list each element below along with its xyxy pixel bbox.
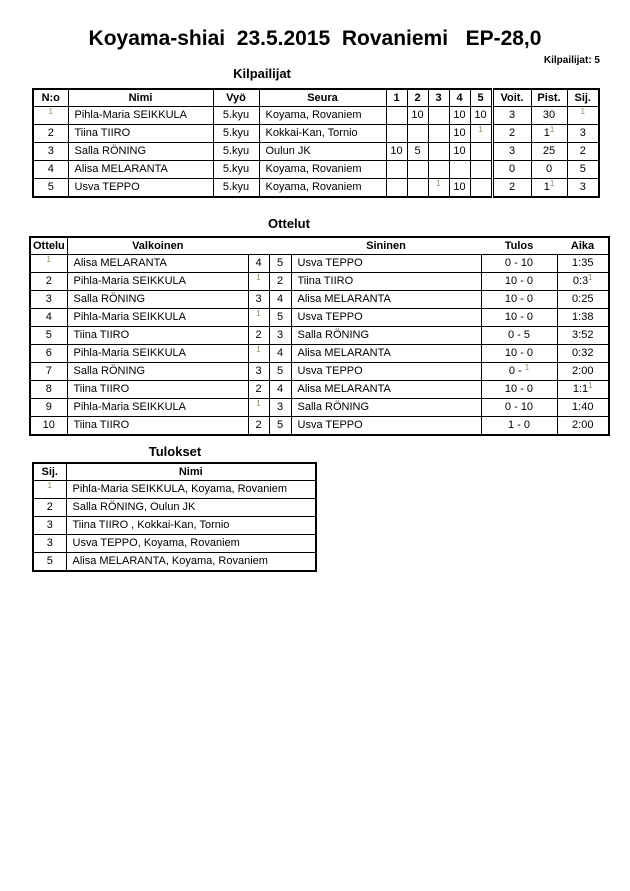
score-cell bbox=[386, 179, 407, 198]
result-cell: 10 - 0 bbox=[481, 273, 557, 291]
score-cell bbox=[470, 179, 492, 198]
result-cell: 10 - 0 bbox=[481, 291, 557, 309]
col-white-number bbox=[248, 237, 269, 255]
score-cell: 10 bbox=[449, 179, 470, 198]
blue-name-cell: Usva TEPPO bbox=[291, 417, 481, 436]
white-number-cell: 1 bbox=[248, 399, 269, 417]
blue-name-cell: Usva TEPPO bbox=[291, 255, 481, 273]
wins-cell: 2 bbox=[492, 179, 531, 198]
table-row bbox=[30, 399, 609, 417]
col-place: Sij. bbox=[567, 89, 599, 107]
white-name-cell: Tiina TIIRO bbox=[67, 381, 248, 399]
table-row bbox=[33, 553, 316, 572]
col-round-2: 2 bbox=[407, 89, 428, 107]
results-table bbox=[32, 462, 317, 572]
name-cell: Salla RÖNING, Oulun JK bbox=[66, 499, 316, 517]
matches-heading: Ottelut bbox=[268, 216, 310, 231]
name-cell: Salla RÖNING bbox=[68, 143, 213, 161]
page-title: Koyama-shiai 23.5.2015 Rovaniemi EP-28,0 bbox=[88, 27, 542, 50]
time-cell: 1:35 bbox=[557, 255, 609, 273]
belt-cell: 5.kyu bbox=[213, 161, 259, 179]
white-number-cell: 4 bbox=[248, 255, 269, 273]
club-cell: Koyama, Rovaniem bbox=[259, 107, 386, 125]
wins-cell: 2 bbox=[492, 125, 531, 143]
table-row bbox=[33, 143, 599, 161]
name-cell: Tiina TIIRO , Kokkai-Kan, Tornio bbox=[66, 517, 316, 535]
match-no-cell: 4 bbox=[30, 309, 67, 327]
score-cell bbox=[428, 161, 449, 179]
blue-name-cell: Salla RÖNING bbox=[291, 327, 481, 345]
table-row bbox=[30, 327, 609, 345]
place-cell: 3 bbox=[567, 125, 599, 143]
score-cell: 10 bbox=[407, 107, 428, 125]
col-club: Seura bbox=[259, 89, 386, 107]
white-name-cell: Tiina TIIRO bbox=[67, 327, 248, 345]
white-name-cell: Pihla-Maria SEIKKULA bbox=[67, 399, 248, 417]
table-row bbox=[33, 161, 599, 179]
col-round-1: 1 bbox=[386, 89, 407, 107]
no-cell: 3 bbox=[33, 143, 68, 161]
score-cell bbox=[428, 107, 449, 125]
blue-name-cell: Tiina TIIRO bbox=[291, 273, 481, 291]
score-cell bbox=[428, 125, 449, 143]
table-row bbox=[30, 345, 609, 363]
blue-name-cell: Usva TEPPO bbox=[291, 309, 481, 327]
points-cell: 30 bbox=[531, 107, 567, 125]
place-cell: 1 bbox=[567, 107, 599, 125]
time-cell: 1:11 bbox=[557, 381, 609, 399]
result-cell: 0 - 10 bbox=[481, 255, 557, 273]
place-cell: 2 bbox=[33, 499, 66, 517]
wins-cell: 3 bbox=[492, 143, 531, 161]
table-row bbox=[30, 291, 609, 309]
result-cell: 0 - 1 bbox=[481, 363, 557, 381]
name-cell: Alisa MELARANTA, Koyama, Rovaniem bbox=[66, 553, 316, 572]
white-name-cell: Alisa MELARANTA bbox=[67, 255, 248, 273]
col-blue-number bbox=[269, 237, 291, 255]
place-cell: 3 bbox=[567, 179, 599, 198]
col-belt: Vyö bbox=[213, 89, 259, 107]
match-no-cell: 2 bbox=[30, 273, 67, 291]
col-name: Nimi bbox=[68, 89, 213, 107]
blue-number-cell: 3 bbox=[269, 327, 291, 345]
white-number-cell: 3 bbox=[248, 363, 269, 381]
score-cell bbox=[407, 179, 428, 198]
blue-name-cell: Alisa MELARANTA bbox=[291, 291, 481, 309]
blue-name-cell: Salla RÖNING bbox=[291, 399, 481, 417]
white-number-cell: 1 bbox=[248, 309, 269, 327]
white-name-cell: Pihla-Maria SEIKKULA bbox=[67, 345, 248, 363]
match-no-cell: 7 bbox=[30, 363, 67, 381]
table-row bbox=[30, 363, 609, 381]
white-name-cell: Salla RÖNING bbox=[67, 363, 248, 381]
time-cell: 2:00 bbox=[557, 363, 609, 381]
result-cell: 0 - 10 bbox=[481, 399, 557, 417]
result-cell: 10 - 0 bbox=[481, 381, 557, 399]
col-round-3: 3 bbox=[428, 89, 449, 107]
score-cell: 10 bbox=[386, 143, 407, 161]
score-cell: 10 bbox=[449, 125, 470, 143]
match-no-cell: 1 bbox=[30, 255, 67, 273]
score-cell bbox=[407, 125, 428, 143]
score-cell bbox=[470, 143, 492, 161]
white-number-cell: 2 bbox=[248, 327, 269, 345]
result-cell: 0 - 5 bbox=[481, 327, 557, 345]
col-blue: Sininen bbox=[291, 237, 481, 255]
col-points: Pist. bbox=[531, 89, 567, 107]
points-cell: 0 bbox=[531, 161, 567, 179]
name-cell: Usva TEPPO bbox=[68, 179, 213, 198]
name-cell: Tiina TIIRO bbox=[68, 125, 213, 143]
time-cell: 1:40 bbox=[557, 399, 609, 417]
white-number-cell: 3 bbox=[248, 291, 269, 309]
match-no-cell: 9 bbox=[30, 399, 67, 417]
blue-number-cell: 5 bbox=[269, 363, 291, 381]
place-cell: 2 bbox=[567, 143, 599, 161]
blue-number-cell: 3 bbox=[269, 399, 291, 417]
points-cell: 11 bbox=[531, 179, 567, 198]
name-cell: Pihla-Maria SEIKKULA bbox=[68, 107, 213, 125]
table-row bbox=[30, 255, 609, 273]
table-row bbox=[30, 309, 609, 327]
blue-name-cell: Alisa MELARANTA bbox=[291, 345, 481, 363]
col-match-no: Ottelu bbox=[30, 237, 67, 255]
match-no-cell: 8 bbox=[30, 381, 67, 399]
score-cell bbox=[470, 161, 492, 179]
score-cell: 10 bbox=[449, 107, 470, 125]
match-no-cell: 10 bbox=[30, 417, 67, 436]
score-cell bbox=[407, 161, 428, 179]
table-header-row bbox=[33, 89, 599, 107]
col-result: Tulos bbox=[481, 237, 557, 255]
name-cell: Usva TEPPO, Koyama, Rovaniem bbox=[66, 535, 316, 553]
place-cell: 3 bbox=[33, 535, 66, 553]
time-cell: 0:32 bbox=[557, 345, 609, 363]
table-row bbox=[30, 273, 609, 291]
matches-table bbox=[29, 236, 610, 436]
score-cell: 1 bbox=[428, 179, 449, 198]
table-row bbox=[33, 481, 316, 499]
score-cell: 10 bbox=[449, 143, 470, 161]
white-number-cell: 1 bbox=[248, 273, 269, 291]
blue-number-cell: 5 bbox=[269, 255, 291, 273]
white-name-cell: Tiina TIIRO bbox=[67, 417, 248, 436]
match-no-cell: 5 bbox=[30, 327, 67, 345]
place-cell: 3 bbox=[33, 517, 66, 535]
blue-number-cell: 4 bbox=[269, 345, 291, 363]
name-cell: Alisa MELARANTA bbox=[68, 161, 213, 179]
blue-number-cell: 4 bbox=[269, 291, 291, 309]
points-cell: 25 bbox=[531, 143, 567, 161]
belt-cell: 5.kyu bbox=[213, 143, 259, 161]
col-place: Sij. bbox=[33, 463, 66, 481]
club-cell: Koyama, Rovaniem bbox=[259, 161, 386, 179]
no-cell: 1 bbox=[33, 107, 68, 125]
belt-cell: 5.kyu bbox=[213, 107, 259, 125]
blue-number-cell: 5 bbox=[269, 417, 291, 436]
blue-number-cell: 2 bbox=[269, 273, 291, 291]
white-number-cell: 2 bbox=[248, 381, 269, 399]
place-cell: 5 bbox=[33, 553, 66, 572]
place-cell: 1 bbox=[33, 481, 66, 499]
time-cell: 0:31 bbox=[557, 273, 609, 291]
results-heading: Tulokset bbox=[148, 444, 202, 459]
match-no-cell: 6 bbox=[30, 345, 67, 363]
result-cell: 1 - 0 bbox=[481, 417, 557, 436]
white-number-cell: 1 bbox=[248, 345, 269, 363]
col-number: N:o bbox=[33, 89, 68, 107]
col-wins: Voit. bbox=[492, 89, 531, 107]
club-cell: Oulun JK bbox=[259, 143, 386, 161]
score-cell: 5 bbox=[407, 143, 428, 161]
blue-name-cell: Alisa MELARANTA bbox=[291, 381, 481, 399]
points-cell: 11 bbox=[531, 125, 567, 143]
table-row bbox=[33, 535, 316, 553]
white-name-cell: Pihla-Maria SEIKKULA bbox=[67, 273, 248, 291]
wins-cell: 3 bbox=[492, 107, 531, 125]
blue-name-cell: Usva TEPPO bbox=[291, 363, 481, 381]
name-cell: Pihla-Maria SEIKKULA, Koyama, Rovaniem bbox=[66, 481, 316, 499]
blue-number-cell: 4 bbox=[269, 381, 291, 399]
score-cell bbox=[449, 161, 470, 179]
score-cell: 10 bbox=[470, 107, 492, 125]
table-row bbox=[33, 107, 599, 125]
place-cell: 5 bbox=[567, 161, 599, 179]
result-cell: 10 - 0 bbox=[481, 345, 557, 363]
competitors-heading: Kilpailijat bbox=[233, 66, 291, 81]
competitors-table bbox=[32, 88, 600, 198]
score-cell: 1 bbox=[470, 125, 492, 143]
blue-number-cell: 5 bbox=[269, 309, 291, 327]
no-cell: 2 bbox=[33, 125, 68, 143]
table-row bbox=[33, 499, 316, 517]
belt-cell: 5.kyu bbox=[213, 125, 259, 143]
time-cell: 1:38 bbox=[557, 309, 609, 327]
table-row bbox=[30, 417, 609, 436]
belt-cell: 5.kyu bbox=[213, 179, 259, 198]
score-cell bbox=[386, 125, 407, 143]
table-row bbox=[30, 381, 609, 399]
col-round-4: 4 bbox=[449, 89, 470, 107]
score-cell bbox=[428, 143, 449, 161]
score-cell bbox=[386, 107, 407, 125]
col-name: Nimi bbox=[66, 463, 316, 481]
white-number-cell: 2 bbox=[248, 417, 269, 436]
competitor-count: Kilpailijat: 5 bbox=[543, 55, 600, 66]
time-cell: 0:25 bbox=[557, 291, 609, 309]
table-header-row bbox=[30, 237, 609, 255]
table-header-row bbox=[33, 463, 316, 481]
time-cell: 3:52 bbox=[557, 327, 609, 345]
table-row bbox=[33, 179, 599, 198]
wins-cell: 0 bbox=[492, 161, 531, 179]
table-row bbox=[33, 125, 599, 143]
time-cell: 2:00 bbox=[557, 417, 609, 436]
white-name-cell: Pihla-Maria SEIKKULA bbox=[67, 309, 248, 327]
col-time: Aika bbox=[557, 237, 609, 255]
col-round-5: 5 bbox=[470, 89, 492, 107]
club-cell: Kokkai-Kan, Tornio bbox=[259, 125, 386, 143]
result-cell: 10 - 0 bbox=[481, 309, 557, 327]
col-white: Valkoinen bbox=[67, 237, 248, 255]
no-cell: 5 bbox=[33, 179, 68, 198]
table-row bbox=[33, 517, 316, 535]
no-cell: 4 bbox=[33, 161, 68, 179]
score-cell bbox=[386, 161, 407, 179]
club-cell: Koyama, Rovaniem bbox=[259, 179, 386, 198]
white-name-cell: Salla RÖNING bbox=[67, 291, 248, 309]
match-no-cell: 3 bbox=[30, 291, 67, 309]
